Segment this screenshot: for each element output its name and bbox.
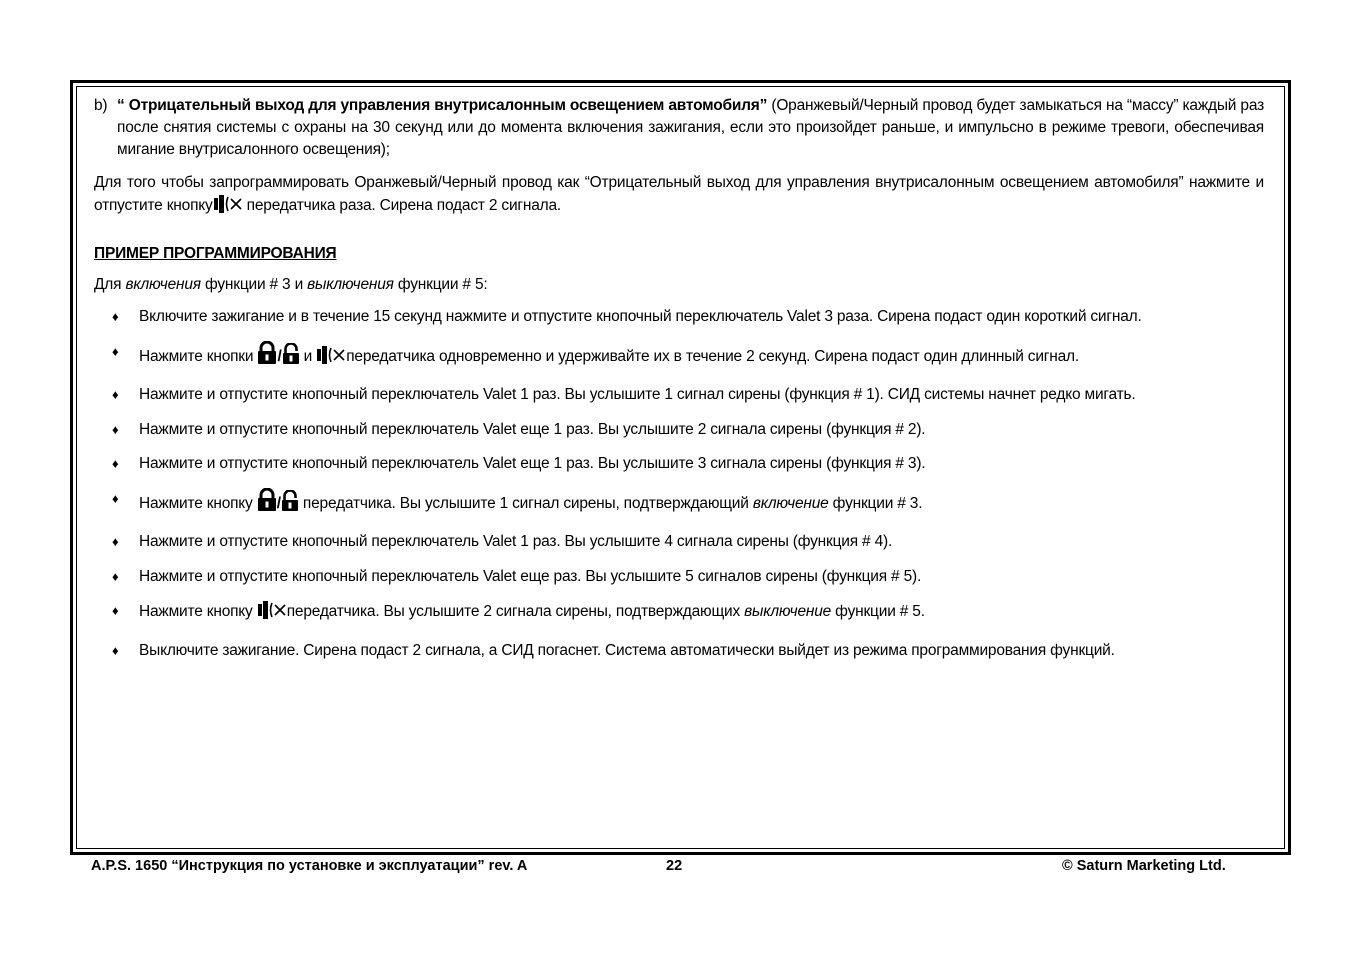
steps-list (94, 306, 1264, 662)
item-b (94, 95, 1264, 161)
step-1 (94, 306, 1264, 328)
step-text: передатчика одновременно и удерживайте их в течение 2 секунд. Сирена подаст один длинный сигнал. (346, 347, 1079, 365)
bullet-icon: ♦ (112, 534, 119, 549)
step-text: передатчика. Вы услышите 2 сигнала сирены, подтверждающих (286, 603, 745, 620)
step-4 (94, 419, 1264, 441)
page-number: 22 (666, 858, 683, 874)
page-content (94, 95, 1264, 674)
speaker-mute-icon (316, 345, 346, 372)
icon-separator: / (277, 347, 282, 365)
item-b-text: (Оранжевый/Черный провод будет замыкаться на “массу” каждый раз после снятия системы с охраны на 30 секунд или до момента включения зажигания, если это произойдет раньше, и импульсно в режиме тревоги, обеспечивая мигание внутрисалонного освещения); (117, 97, 1264, 158)
step-text: Нажмите и отпустите кнопочный переключатель Valet еще 1 раз. Вы услышите 3 сигнала сирены (функция # 3). (139, 455, 926, 472)
step-text: Нажмите кнопку (139, 603, 257, 620)
bullet-icon: ♦ (112, 490, 119, 506)
step-text: Нажмите и отпустите кнопочный переключатель Valet 1 раз. Вы услышите 4 сигнала сирены (функция # 4). (139, 533, 893, 550)
step-text: Нажмите кнопку (139, 494, 257, 512)
example-intro-text-2: функции # 3 и (200, 276, 308, 293)
step-7 (94, 531, 1264, 553)
step-6 (94, 488, 1264, 519)
bullet-icon: ♦ (112, 309, 119, 324)
step-3 (94, 384, 1264, 406)
bullet-icon: ♦ (112, 642, 119, 658)
icon-separator: / (276, 494, 281, 512)
example-intro-italic-2: выключения (307, 276, 394, 293)
item-b-marker: b) (94, 97, 108, 114)
page-frame (70, 80, 1291, 855)
step-text: Нажмите и отпустите кнопочный переключатель Valet 1 раз. Вы услышите 1 сигнал сирены (функция # 1). СИД системы начнет редко мигать. (139, 386, 1136, 403)
speaker-mute-icon (213, 194, 243, 221)
bullet-icon: ♦ (112, 568, 119, 584)
example-intro (94, 274, 1264, 296)
step-10 (94, 640, 1264, 662)
lock-icon (257, 341, 277, 372)
example-heading: ПРИМЕР ПРОГРАММИРОВАНИЯ (94, 245, 337, 262)
step-text: Нажмите и отпустите кнопочный переключатель Valet еще раз. Вы услышите 5 сигналов сирены (функция # 5). (139, 567, 922, 585)
item-b-body (117, 95, 1264, 161)
step-text: Нажмите кнопки (139, 347, 258, 365)
step-text: Включите зажигание и в течение 15 секунд нажмите и отпустите кнопочный переключатель Valet 3 раза. Сирена подаст один короткий сигнал. (139, 308, 1142, 325)
unlock-icon (281, 490, 299, 519)
bullet-icon: ♦ (112, 421, 119, 437)
bullet-icon: ♦ (112, 456, 119, 471)
program-paragraph (94, 172, 1264, 221)
step-8 (94, 566, 1264, 588)
step-text: Выключите зажигание. Сирена подаст 2 сигнала, а СИД погаснет. Система автоматически выйдет из режима программирования функций. (139, 641, 1115, 659)
bullet-icon: ♦ (112, 343, 119, 359)
bullet-icon: ♦ (112, 387, 119, 402)
program-paragraph-text-after: передатчика раза. Сирена подаст 2 сигнала. (242, 197, 562, 214)
step-text: функции # 3. (828, 494, 923, 512)
step-text: функции # 5. (831, 603, 925, 620)
step-9 (94, 600, 1264, 627)
item-b-title: “ Отрицательный выход для управления внутрисалонным освещением автомобиля” (117, 97, 768, 114)
step-text: передатчика. Вы услышите 1 сигнал сирены, подтверждающий (298, 494, 753, 512)
step-text: Нажмите и отпустите кнопочный переключатель Valet еще 1 раз. Вы услышите 2 сигнала сирены (функция # 2). (139, 420, 926, 438)
step-5 (94, 453, 1264, 475)
step-text-italic: выключение (744, 603, 832, 620)
step-2 (94, 341, 1264, 372)
lock-icon (257, 488, 277, 519)
unlock-icon (282, 343, 300, 372)
footer-title: A.P.S. 1650 “Инструкция по установке и эксплуатации” rev. A (91, 858, 528, 874)
program-paragraph-text-before: Для того чтобы запрограммировать Оранжевый/Черный провод как “Отрицательный выход для управления внутрисалонным освещением автомобиля” нажмите и отпустите кнопку (94, 174, 1264, 214)
footer-copyright: © Saturn Marketing Ltd. (1062, 858, 1226, 874)
bullet-icon: ♦ (112, 603, 119, 618)
example-intro-text-1: Для (94, 276, 126, 293)
example-intro-italic-1: включения (125, 276, 201, 293)
step-text-italic: включение (752, 494, 829, 512)
example-intro-text-3: функции # 5: (393, 276, 488, 293)
step-text: и (299, 347, 317, 365)
speaker-mute-icon (257, 600, 287, 627)
